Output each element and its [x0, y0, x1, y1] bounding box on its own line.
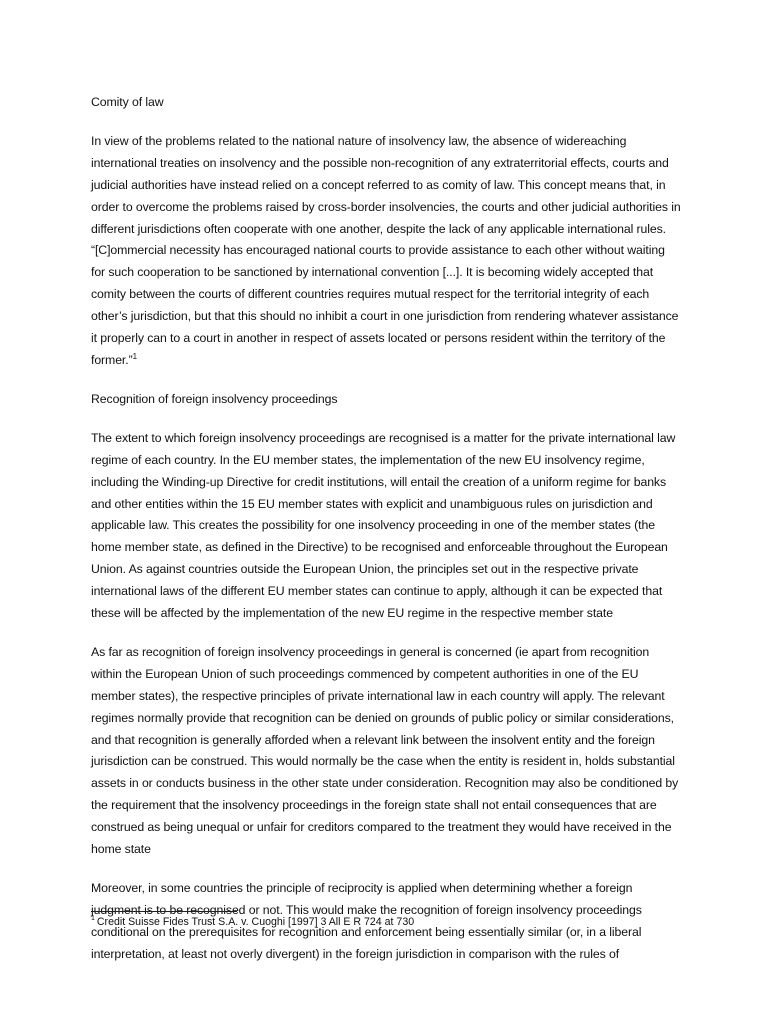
footnote-number: 1 [91, 915, 95, 923]
paragraph-recognition-2: As far as recognition of foreign insolvency proceedings in general is concerned (ie apart from recognition within the European Union of such proceedings commenced by competent authorities in one of the EU member states), the respective principles of private international law in each country will apply. The relevant regimes normally provide that recognition can be denied on grounds of public policy or similar considerations, and that recognition is generally afforded when a relevant link between the insolvent entity and the foreign jurisdiction can be construed. This would normally be the case when the entity is resident in, holds substantial assets in or conducts business in the other state under consideration. Recognition may also be conditioned by the requirement that the insolvency proceedings in the foreign state shall not entail consequences that are construed as being unequal or unfair for creditors compared to the treatment they would have received in the home state [91, 644, 679, 857]
section-heading-recognition: Recognition of foreign insolvency proceedings [91, 391, 338, 406]
footnote-text: Credit Suisse Fides Trust S.A. v. Cuoghi [1997] 3 All E R 724 at 730 [96, 916, 415, 928]
document-body [91, 92, 681, 983]
paragraph-recognition-1: The extent to which foreign insolvency proceedings are recognised is a matter for the private international law regime of each country. In the EU member states, the implementation of the new EU insolvency regime, including the Winding-up Directive for credit institutions, will entail the creation of a uniform regime for banks and other entities within the 15 EU member states with explicit and unambiguous rules on jurisdiction and applicable law. This creates the possibility for one insolvency proceeding in one of the member states (the home member state, as defined in the Directive) to be recognised and enforceable throughout the European Union. As against countries outside the European Union, the principles set out in the respective private international laws of the different EU member states can continue to apply, although it can be expected that these will be affected by the implementation of the new EU regime in the respective member state [91, 430, 676, 621]
section-heading-comity-of-law: Comity of law [91, 95, 164, 109]
footnote-separator [91, 911, 237, 912]
footnote [91, 914, 681, 930]
paragraph-recognition-3: Moreover, in some countries the principle of reciprocity is applied when determining whether a foreign judgment is to be recognised or not. This would make the recognition of foreign insolvency proceedings conditional on the prerequisites for recognition and enforcement being essentially similar (or, in a liberal interpretation, at least not overly divergent) in the foreign jurisdiction in comparison with the rules of [91, 881, 642, 961]
paragraph-comity-of-law [91, 131, 681, 372]
footnote-reference[interactable]: 1 [132, 351, 137, 361]
paragraph-text: In view of the problems related to the national nature of insolvency law, the absence of widereaching international treaties on insolvency and the possible non-recognition of any extraterritorial effects, courts and judicial authorities have instead relied on a concept referred to as comity of law. This concept means that, in order to overcome the problems raised by cross-border insolvencies, the courts and other judicial authorities in different jurisdictions often cooperate with one another, despite the lack of any applicable international rules. “[C]ommercial necessity has encouraged national courts to provide assistance to each other without waiting for such cooperation to be sanctioned by international convention [...]. It is becoming widely accepted that comity between the courts of different countries requires mutual respect for the territorial integrity of each other’s jurisdiction, but that this should no inhibit a court in one jurisdiction from rendering whatever assistance it properly can to a court in another in respect of assets located or persons resident within the territory of the former.” [91, 133, 681, 367]
